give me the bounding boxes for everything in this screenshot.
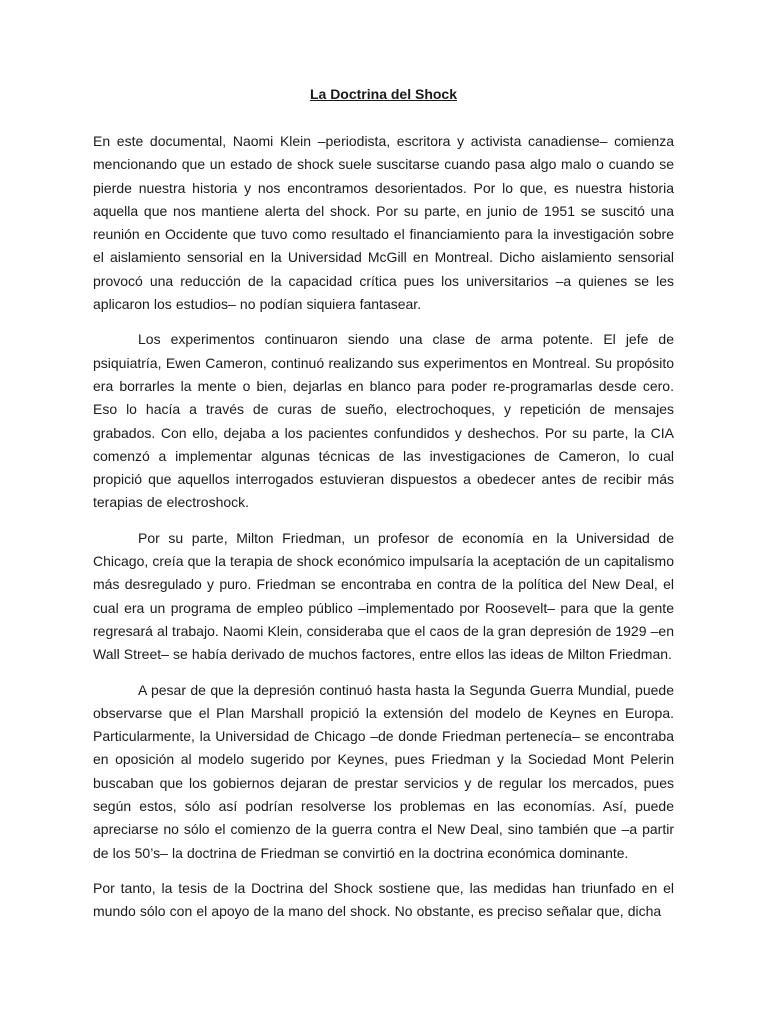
paragraph-4: A pesar de que la depresión continuó hasta hasta la Segunda Guerra Mundial, puede observarse que el Plan Marshall propició la extensión del modelo de Keynes en Europa. Particularmente, la Universidad de Chicago –de donde Friedman pertenecía– se encontraba en oposición al modelo sugerido por Keynes, pues Friedman y la Sociedad Mont Pelerin buscaban que los gobiernos dejaran de prestar servicios y de regular los mercados, pues según estos, sólo así podrían resolverse los problemas en las economías. Así, puede apreciarse no sólo el comienzo de la guerra contra el New Deal, sino también que –a partir de los 50’s– la doctrina de Friedman se convirtió en la doctrina económica dominante. bbox=[93, 681, 674, 861]
paragraph-2: Los experimentos continuaron siendo una clase de arma potente. El jefe de psiquiatría, Ewen Cameron, continuó realizando sus experimentos en Montreal. Su propósito era borrarles la mente o bien, dejarlas en blanco para poder re-programarlas desde cero. Eso lo hacía a través de curas de sueño, electrochoques, y repetición de mensajes grabados. Con ello, dejaba a los pacientes confundidos y deshechos. Por su parte, la CIA comenzó a implementar algunas técnicas de las investigaciones de Cameron, lo cual propició que aquellos interrogados estuvieran dispuestos a obedecer antes de recibir más terapias de electroshock. bbox=[93, 331, 674, 511]
paragraph-5: Por tanto, la tesis de la Doctrina del Shock sostiene que, las medidas han triunfado en el mundo sólo con el apoyo de la mano del shock. No obstante, es preciso señalar que, dicha bbox=[93, 879, 674, 920]
paragraph-1: En este documental, Naomi Klein –periodista, escritora y activista canadiense– comienza mencionando que un estado de shock suele suscitarse cuando pasa algo malo o cuando se pierde nuestra historia y nos encontramos desorientados. Por lo que, es nuestra historia aquella que nos mantiene alerta del shock. Por su parte, en junio de 1951 se suscitó una reunión en Occidente que tuvo como resultado el financiamiento para la investigación sobre el aislamiento sensorial en la Universidad McGill en Montreal. Dicho aislamiento sensorial provocó una reducción de la capacidad crítica pues los universitarios –a quienes se les aplicaron los estudios– no podían siquiera fantasear. bbox=[93, 133, 674, 313]
paragraph-3: Por su parte, Milton Friedman, un profesor de economía en la Universidad de Chicago, creía que la terapia de shock económico impulsaría la aceptación de un capitalismo más desregulado y puro. Friedman se encontraba en contra de la política del New Deal, el cual era un programa de empleo público –implementado por Roosevelt– para que la gente regresará al trabajo. Naomi Klein, consideraba que el caos de la gran depresión de 1929 –en Wall Street– se había derivado de muchos factores, entre ellos las ideas de Milton Friedman. bbox=[93, 529, 674, 663]
document-title: La Doctrina del Shock bbox=[309, 86, 458, 102]
